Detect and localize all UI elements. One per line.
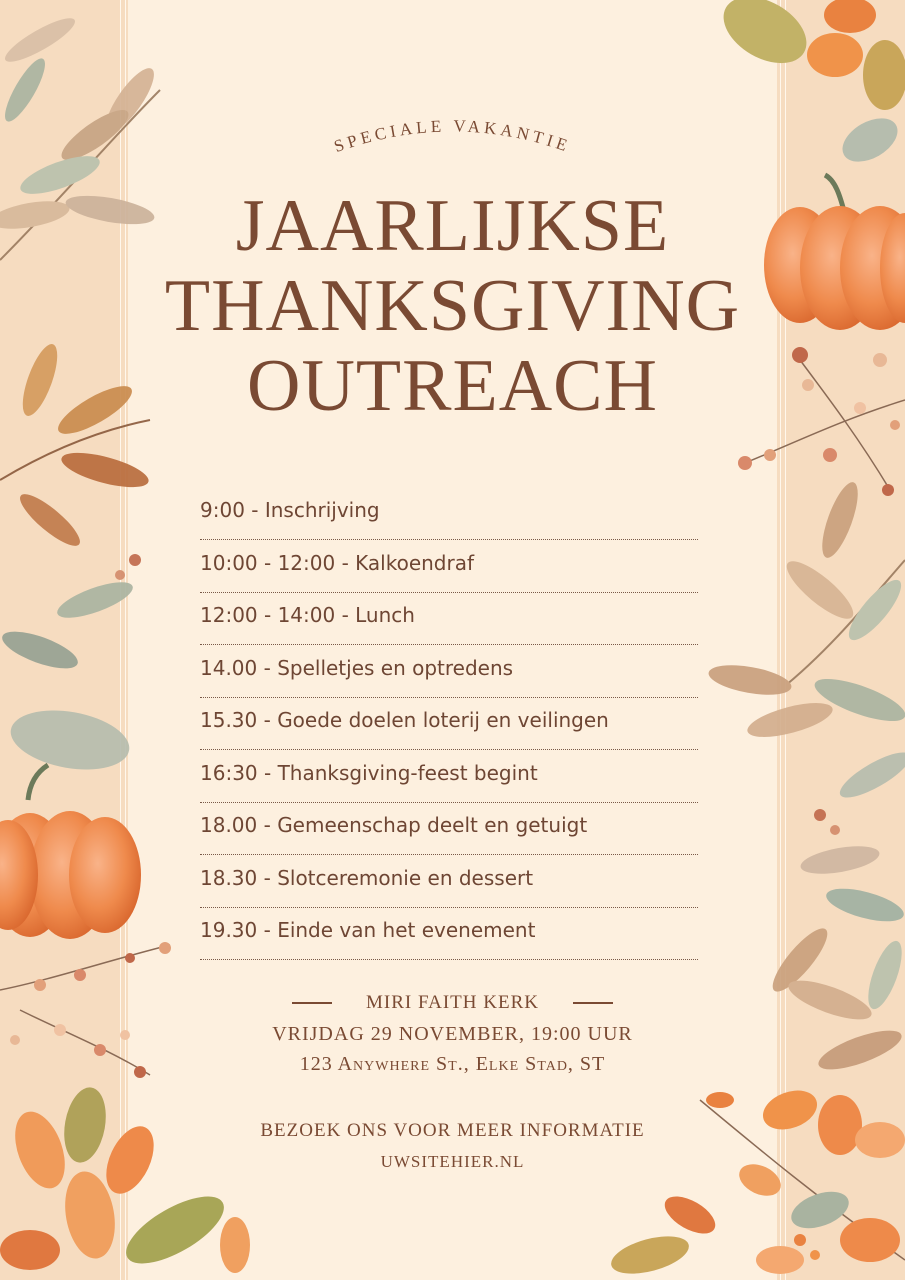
schedule-item: 9:00 - Inschrijving [200, 488, 698, 540]
schedule-item: 18.00 - Gemeenschap deelt en getuigt [200, 803, 698, 855]
schedule-item: 14.00 - Spelletjes en optredens [200, 646, 698, 698]
schedule-item: 15.30 - Goede doelen loterij en veilingen [200, 698, 698, 750]
event-date: VRIJDAG 29 NOVEMBER, 19:00 UUR [272, 1023, 633, 1045]
divider-left [292, 1002, 332, 1004]
schedule-list [200, 488, 698, 961]
venue-row [128, 992, 777, 1014]
divider-right [573, 1002, 613, 1004]
leaf-cluster-bottom-left [0, 1084, 250, 1276]
pumpkin-right [764, 175, 905, 330]
event-title [128, 186, 777, 426]
event-address: 123 Anywhere St., Elke Stad, ST [299, 1053, 606, 1075]
title-line-3: OUTREACH [247, 345, 658, 427]
schedule-item: 18.30 - Slotceremonie en dessert [200, 856, 698, 908]
schedule-item: 12:00 - 14:00 - Lunch [200, 593, 698, 645]
leaf-branch-mid-right [706, 478, 905, 928]
leaf-cluster-top-right [712, 0, 905, 171]
schedule-item: 16:30 - Thanksgiving-feest begint [200, 751, 698, 803]
subtitle-arc-text: SPECIALE VAKANTIE [331, 116, 574, 157]
schedule-item: 19.30 - Einde van het evenement [200, 908, 698, 960]
subtitle-arc [250, 95, 655, 175]
title-line-1: JAARLIJKSE [235, 185, 670, 267]
leaf-cluster-bottom-right [607, 1084, 905, 1280]
schedule-item: 10:00 - 12:00 - Kalkoendraf [200, 541, 698, 593]
leaf-branch-lower-right [765, 922, 905, 1078]
svg-text:SPECIALE VAKANTIE [332, 116, 574, 156]
call-to-action: BEZOEK ONS VOOR MEER INFORMATIE [260, 1120, 645, 1141]
website-link[interactable]: UWSITEHIER.NL [380, 1152, 525, 1171]
venue-name: MIRI FAITH KERK [366, 992, 539, 1013]
title-line-2: THANKSGIVING [164, 265, 741, 347]
pumpkin-left [0, 765, 141, 939]
